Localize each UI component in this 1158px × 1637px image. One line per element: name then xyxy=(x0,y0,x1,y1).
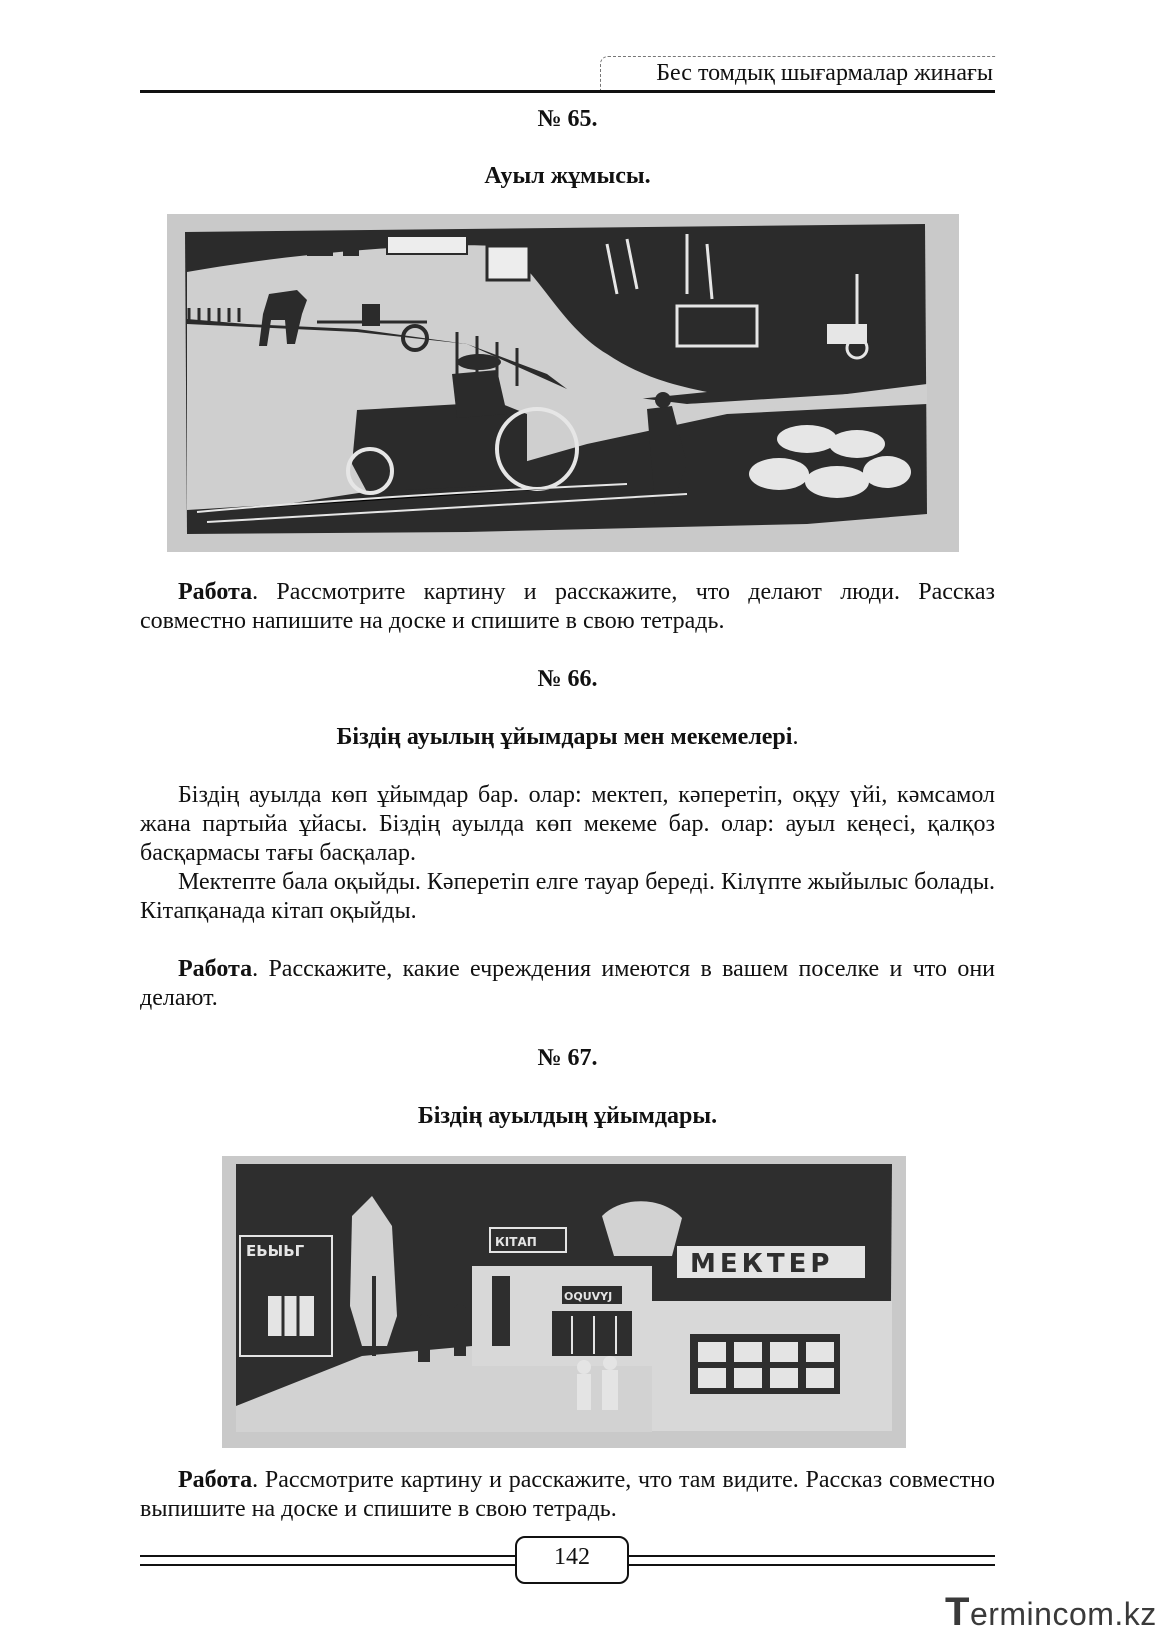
paragraph-66-2-text: Мектепте бала оқыйды. Кәперетіп елге тауар береді. Кілүпте жыйылыс болады. Кітапқанада кітап оқыйды. xyxy=(140,869,995,924)
sign-reading-house: ОQUVYJ xyxy=(564,1290,613,1303)
task-65 xyxy=(140,578,995,636)
exercise-number-66: № 66. xyxy=(537,666,598,692)
exercise-number-67: № 67. xyxy=(537,1045,598,1071)
watermark-middle: ermincom xyxy=(969,1596,1115,1632)
running-header: Бес томдық шығармалар жинағы xyxy=(656,60,993,86)
footer-rule-right xyxy=(625,1555,995,1566)
exercise-title-65: Ауыл жұмысы. xyxy=(484,163,651,189)
exercise-title-67: Біздің ауылдың ұйымдары. xyxy=(417,1103,718,1129)
footer-rule-left xyxy=(140,1555,515,1566)
sign-club: ЕЬЫЬГ xyxy=(246,1242,305,1260)
task-label-65: Работа xyxy=(178,579,253,605)
task-label-67: Работа xyxy=(178,1467,253,1493)
task-text-66: . Расскажите, какие ечреждения имеются в вашем поселке и что они делают. xyxy=(140,956,995,1011)
paragraph-66-1-text: Біздің ауылда көп ұйымдар бар. олар: мектеп, кәперетіп, оқұу үйі, кәмсамол жана партыйа ұйасы. Біздің ауылда көп мекеме бар. олар: ауыл кеңесі, қалқоз басқармасы тағы басқалар. xyxy=(140,782,995,866)
task-label-66: Работа xyxy=(178,956,253,982)
paragraph-66-1 xyxy=(140,781,995,868)
exercise-title-66-text: Біздің ауылың ұйымдары мен мекемелері xyxy=(336,724,793,750)
illustration-village-work xyxy=(167,214,959,552)
watermark-domain: .kz xyxy=(1114,1596,1157,1632)
task-text-65: . Рассмотрите картину и расскажите, что делают люди. Рассказ совместно напишите на доске и спишите в свою тетрадь. xyxy=(140,579,995,634)
illustration-village-organizations xyxy=(222,1156,906,1448)
sign-library: КІТАП xyxy=(495,1235,537,1249)
header-rule xyxy=(140,90,995,93)
watermark-initial: T xyxy=(945,1590,970,1634)
page-number: 142 xyxy=(554,1544,590,1570)
exercise-title-66-tail: . xyxy=(792,724,799,750)
task-67 xyxy=(140,1466,995,1524)
watermark-logo xyxy=(945,1590,1157,1635)
exercise-number-65: № 65. xyxy=(537,106,598,132)
paragraph-66-2 xyxy=(140,868,995,926)
task-66 xyxy=(140,955,995,1013)
task-text-67: . Рассмотрите картину и расскажите, что там видите. Рассказ совместно выпишите на доске и спишите в свою тетрадь. xyxy=(140,1467,995,1522)
exercise-title-66 xyxy=(140,724,995,751)
sign-school: МЕКТЕР xyxy=(690,1249,834,1279)
